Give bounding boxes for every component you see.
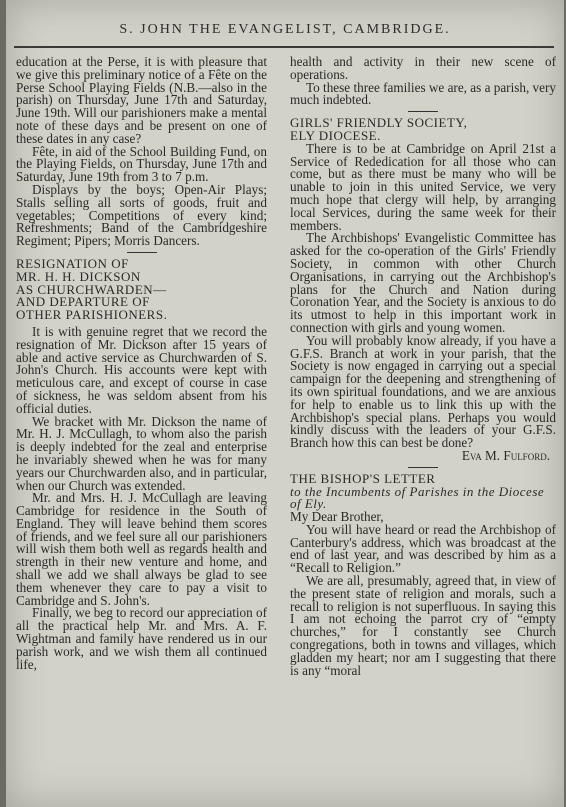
section-divider (127, 252, 157, 253)
heading-resignation-3: AS CHURCHWARDEN— (16, 281, 167, 297)
paragraph-continued: health and activity in their new scene of operations. (290, 54, 556, 82)
paragraph-fete-notice: education at the Perse, it is with pleasure that we give this preliminary notice of a Fête on the Perse School Playing Fields (N.B.—also in the parish) on Thursday, June 17th and Saturday, June 19th. Will our parishioners make a mental note of these days and be present on one of these dates in any case? (16, 54, 267, 146)
right-column (290, 56, 556, 677)
heading-resignation-1: RESIGNATION OF (16, 255, 129, 271)
paragraph-leaving: Mr. and Mrs. H. J. McCullagh are leaving Cambridge for residence in the South of England. They will leave behind them scores of friends, and we feel sure all our parishioners will wish them both well as regards health and strength in their new venture and home, and shall we add we shall always be glad to see them whenever they care to pay a visit to Cambridge and S. John's. (16, 490, 267, 608)
page-header: S. JOHN THE EVANGELIST, CAMBRIDGE. (119, 22, 451, 37)
signature: Eva M. Fulford. (461, 447, 550, 463)
page (6, 0, 564, 807)
heading-gfs-2: ELY DIOCESE. (290, 127, 381, 143)
heading-resignation-2: MR. H. H. DICKSON (16, 268, 141, 284)
paragraph-dickson: It is with genuine regret that we record the resignation of Mr. Dickson after 15 years of able and active service as Churchwarden of S. John's Church. His accounts were kept with meticulous care, and except of course in case of sickness, he was seldom absent from his official duties. (16, 323, 267, 416)
heading-resignation-5: OTHER PARISHIONERS. (16, 307, 168, 323)
paragraph-fete-details: Fête, in aid of the School Building Fund, on the Playing Fields, on Thursday, June 17th and Saturday, June 19th from 3 to 7 p.m. (16, 143, 267, 185)
heading-bishops-letter: THE BISHOP'S LETTER (290, 470, 436, 486)
paragraph-mccullagh: We bracket with Mr. Dickson the name of Mr. H. J. McCullagh, to whom also the parish is deeply indebted for the zeal and enterprise he invariably shewed when he was for many years our Churchwarden also, and in particular, when our Church was extended. (16, 413, 267, 493)
header-rule (14, 46, 554, 48)
subheading-incumbents: to the Incumbents of Parishes in the Diocese of Ely. (290, 483, 545, 512)
paragraph-wightman: Finally, we beg to record our appreciation of all the practical help Mr. and Mrs. A. F. Wightman and family have rendered us in our parish work, and we wish them all continued life, (16, 605, 267, 672)
paragraph-committee: The Archbishops' Evangelistic Committee has asked for the co-operation of the Girls' Friendly Society, in common with other Church Organisations, in carrying out the Archbishop's plans for the Church and Nation during Coronation Year, and the Society is anxious to do its utmost to help in this important work in connection with girls and young women. (290, 230, 556, 335)
section-divider (408, 467, 438, 468)
salutation: My Dear Brother, (290, 509, 384, 525)
paragraph-rededication: There is to be at Cambridge on April 21st a Service of Rededication for all those who can come, but as there must be many who will be unable to join in this united Service, we very much hope that clergy will help, by arranging local Services, during the same week for their members. (290, 140, 556, 233)
paragraph-displays: Displays by the boys; Open-Air Plays; Stalls selling all sorts of goods, fruit and vegetables; Competitions of every kind; Refreshments; Band of the Cambridgeshire Regiment; Pipers; Morris Dancers. (16, 181, 267, 249)
signature-line (290, 447, 556, 463)
section-divider (408, 111, 438, 112)
heading-gfs-1: GIRLS' FRIENDLY SOCIETY, (290, 115, 468, 131)
paragraph-recall-to-religion: We are all, presumably, agreed that, in view of the present state of religion and morals, such a recall to religion is not superfluous. In saying this I am not echoing the parrot cry of “empty churches,” for I constantly see Church congregations, both in towns and villages, which gladden my heart; nor am I suggesting that there is any “moral (290, 573, 556, 678)
left-column (16, 56, 267, 671)
paragraph-gfs-branch: You will probably know already, if you have a G.F.S. Branch at work in your parish, that the Society is now engaged in carrying out a special campaign for the deepening and strengthening of its own spiritual foundations, and we are anxious for help to enable us to link this up with the Archbishop's special plans. Perhaps you would kindly discuss with the leaders of your G.F.S. Branch how this can best be done? (290, 332, 556, 451)
paragraph-archbishop-address: You will have heard or read the Archbishop of Canterbury's address, which was broadcast at the end of last year, and was described by him as a “Recall to Religion.” (290, 521, 556, 576)
heading-resignation-4: AND DEPARTURE OF (16, 294, 150, 310)
paragraph-families: To these three families we are, as a parish, very much indebted. (290, 79, 556, 108)
